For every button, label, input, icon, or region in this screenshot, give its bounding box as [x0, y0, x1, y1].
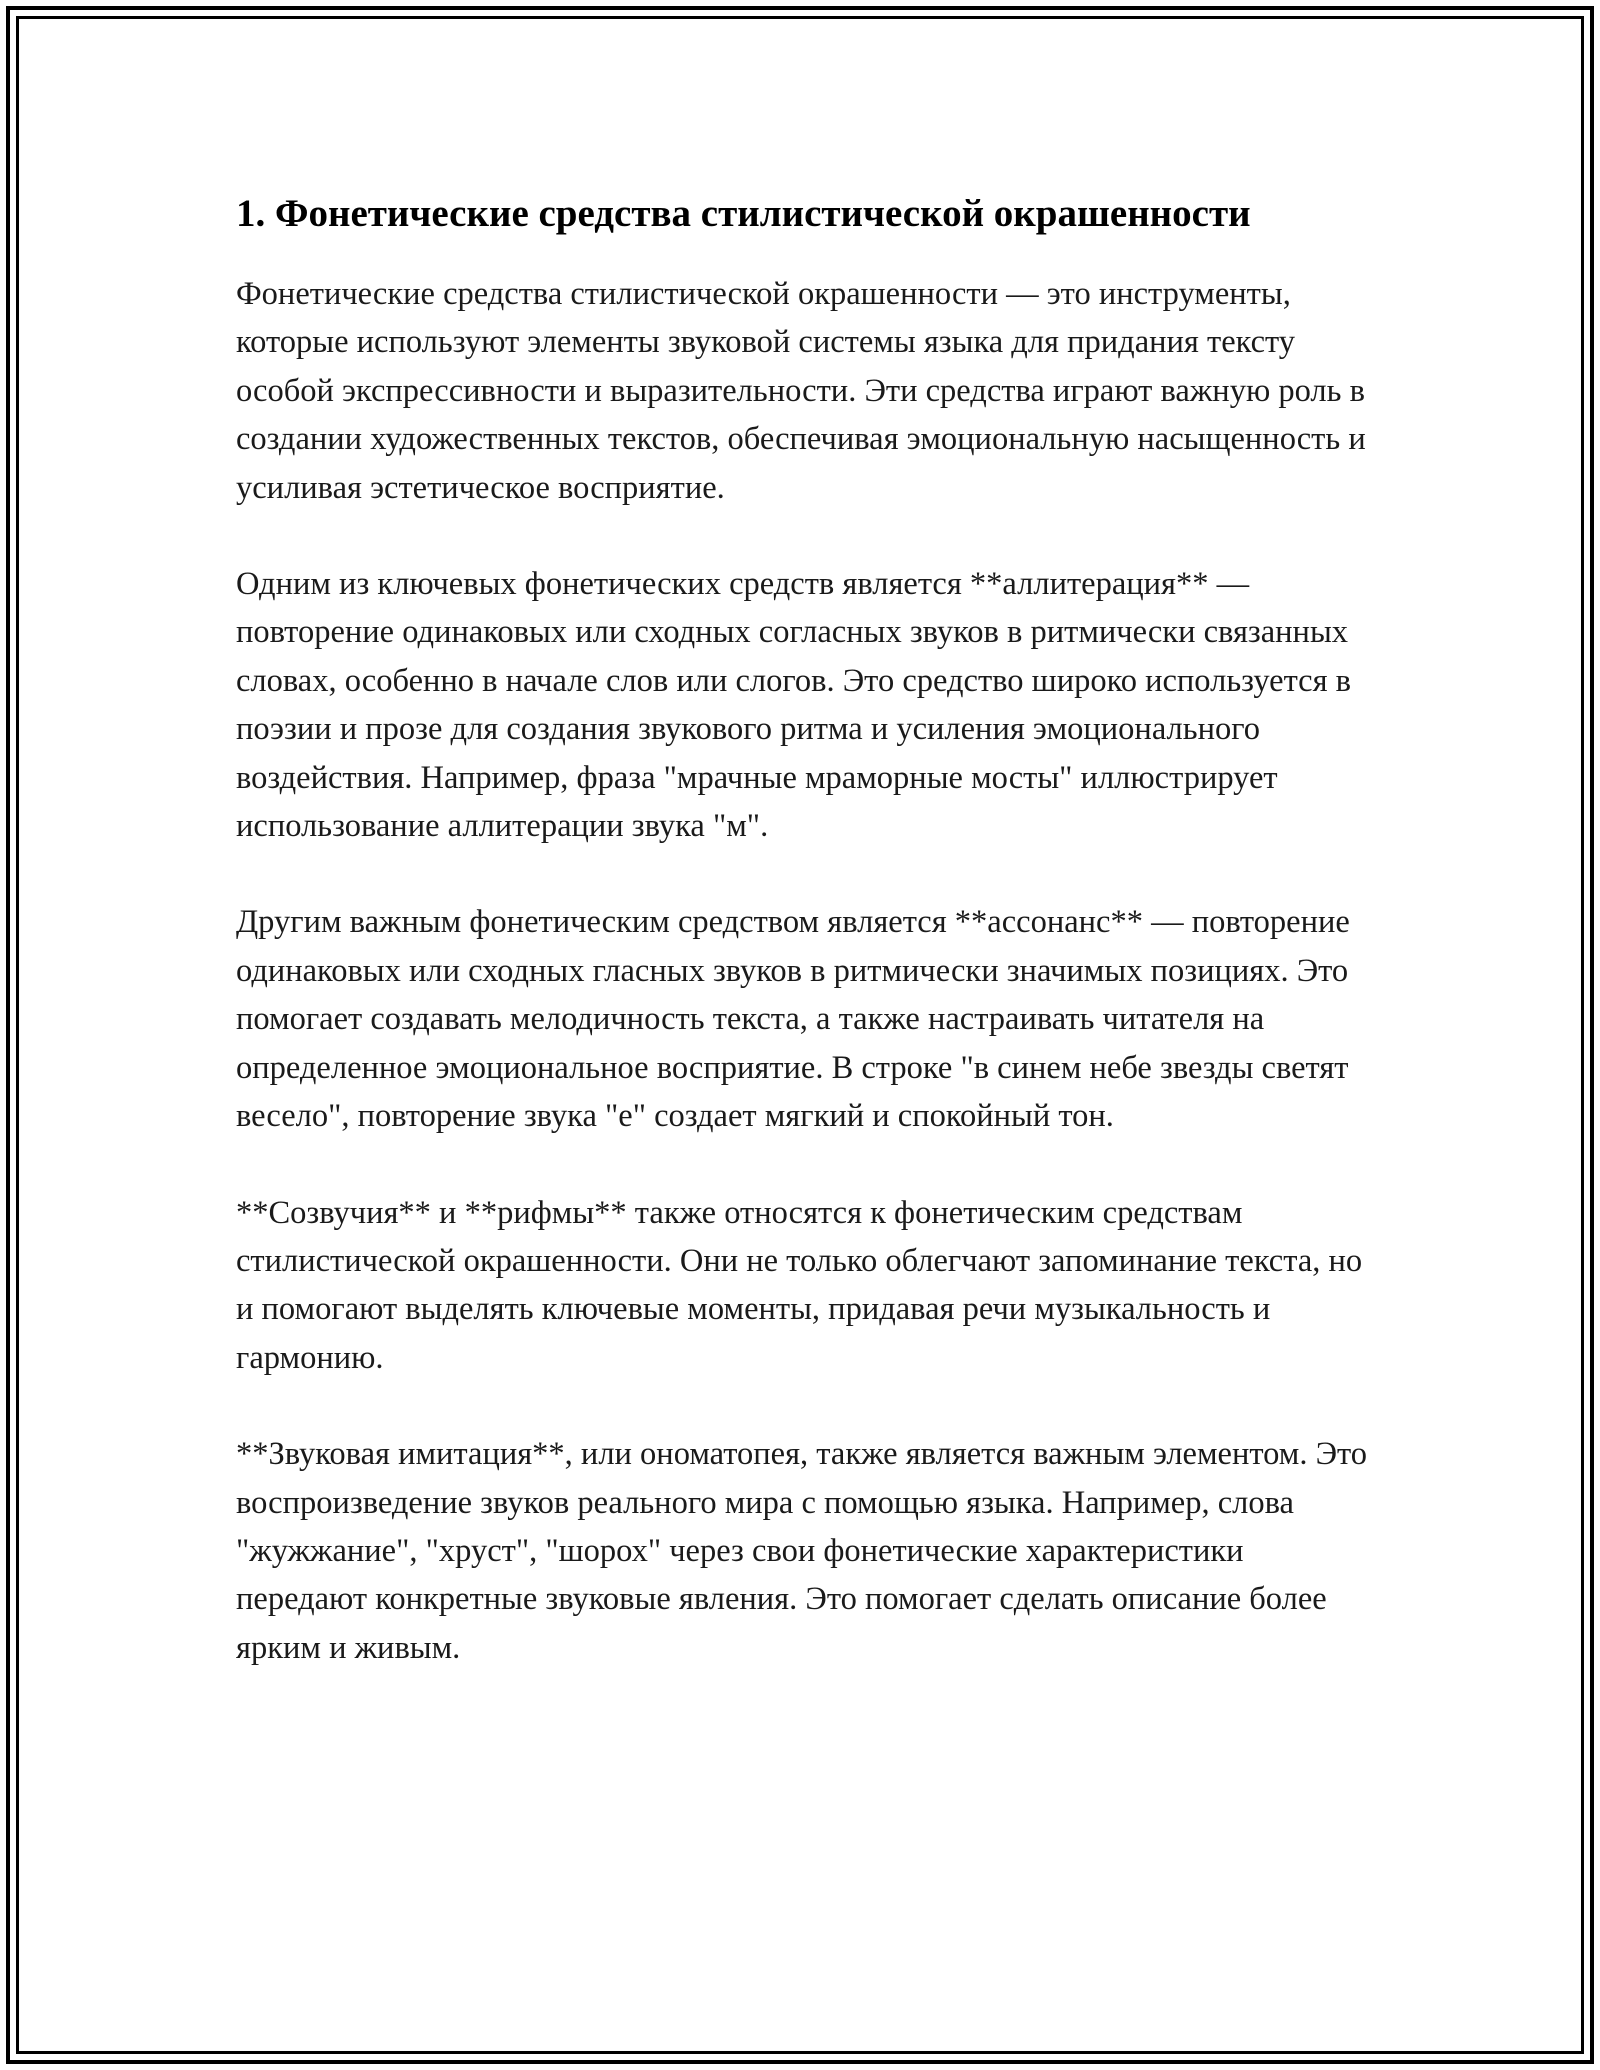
paragraph-onomatopoeia: **Звуковая имитация**, или ономатопея, также является важным элементом. Это воспроизведение звуков реального мира с помощью языка. Например, слова "жужжание", "хруст", "шорох" через свои фонетические характеристики передают конкретные звуковые явления. Это помогает сделать описание более ярким и живым. [236, 1436, 1368, 1666]
document-body [236, 186, 1376, 1672]
paragraph-intro: Фонетические средства стилистической окрашенности — это инструменты, которые используют элементы звуковой системы языка для придания тексту особой экспрессивности и выразительности. Эти средства играют важную роль в создании художественных текстов, обеспечивая эмоциональную насыщенность и усиливая эстетическое восприятие. [236, 276, 1366, 506]
paragraph-alliteration: Одним из ключевых фонетических средств является **аллитерация** — повторение одинаковых или сходных согласных звуков в ритмически связанных словах, особенно в начале слов или слогов. Это средство широко используется в поэзии и прозе для создания звукового ритма и усиления эмоционального воздействия. Например, фраза "мрачные мраморные мосты" иллюстрирует использование аллитерации звука "м". [236, 566, 1352, 845]
paragraph-consonance-rhymes: **Созвучия** и **рифмы** также относятся к фонетическим средствам стилистической окрашенности. Они не только облегчают запоминание текста, но и помогают выделять ключевые моменты, придавая речи музыкальность и гармонию. [236, 1194, 1363, 1376]
page-title: 1. Фонетические средства стилистической окрашенности [236, 192, 1251, 235]
paragraph-assonance: Другим важным фонетическим средством является **ассонанс** — повторение одинаковых или сходных гласных звуков в ритмически значимых позициях. Это помогает создавать мелодичность текста, а также настраивать читателя на определенное эмоциональное восприятие. В строке "в синем небе звезды светят весело", повторение звука "е" создает мягкий и спокойный тон. [236, 904, 1350, 1135]
